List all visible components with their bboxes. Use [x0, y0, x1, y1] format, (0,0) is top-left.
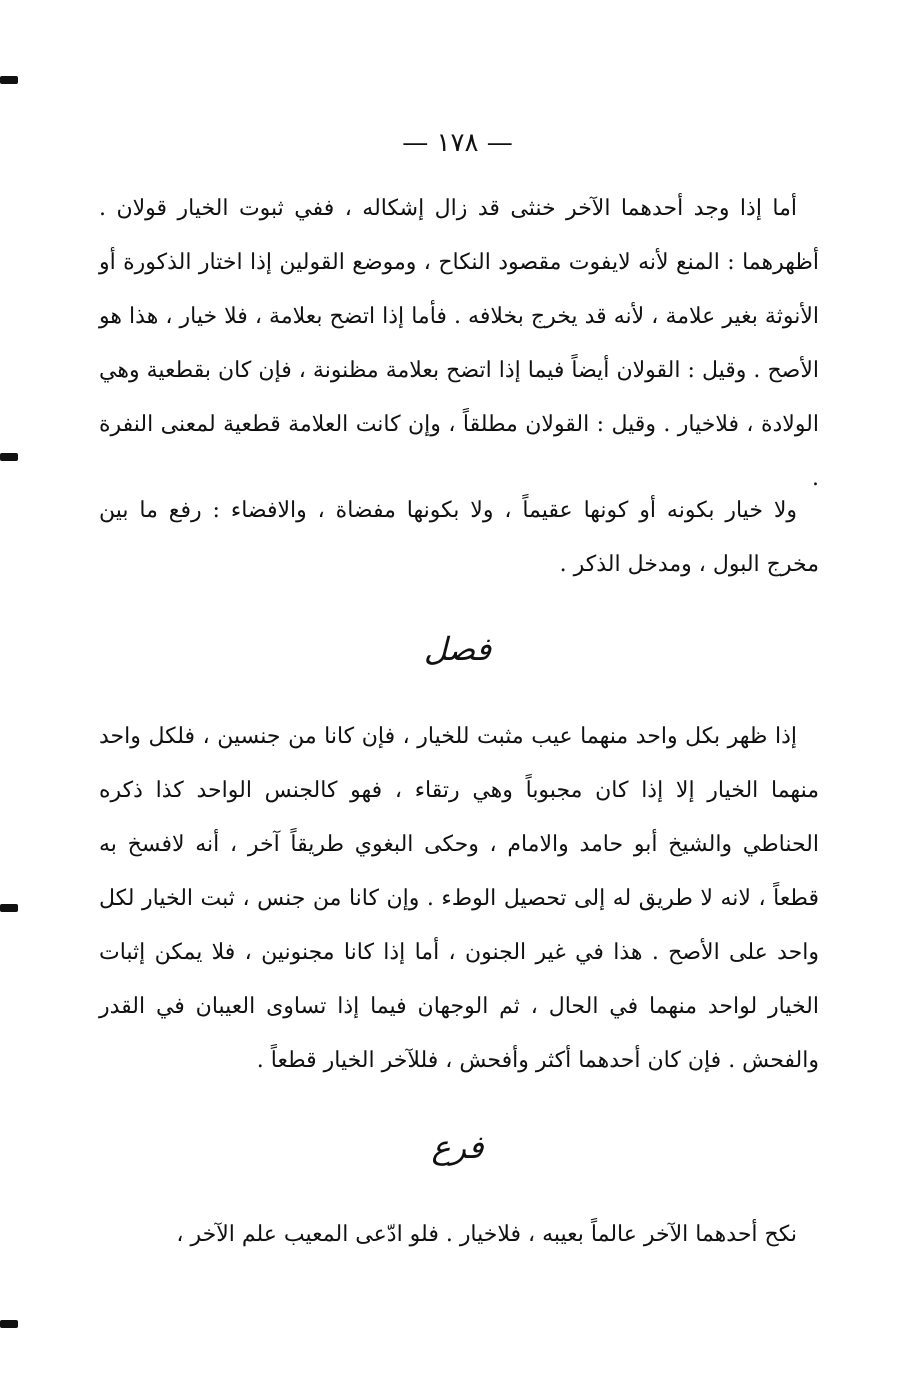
paragraph-text: إذا ظهر بكل واحد منهما عيب مثبت للخيار ، فإن كانا من جنسين ، فلكل واحد منهما الخيار إلا إذا كان مجبوباً وهي رتقاء ، فهو كالجنس الواحد كذا ذكره الحناطي والشيخ أبو حامد والامام ، وحكى البغوي طريقاً آخر ، أنه لافسخ به قطعاً ، لانه لا طريق له إلى تحصيل الوطء . وإن كانا من جنس ، ثبت الخيار لكل واحد على الأصح . هذا في غير الجنون ، أما إذا كانا مجنونين ، فلا يمكن إثبات الخيار لواحد منهما في الحال ، ثم الوجهان فيما إذا تساوى العيبان في القدر والفحش . فإن كان أحدهما أكثر وأفحش ، فللآخر الخيار قطعاً . — [99, 724, 819, 1073]
section-heading-far: فرع — [431, 1128, 484, 1166]
margin-mark — [0, 904, 18, 912]
paragraph-aqim — [99, 484, 819, 592]
paragraph-mutual-defects — [99, 710, 819, 1088]
paragraph-khuntha — [99, 182, 819, 506]
paragraph-text: نكح أحدهما الآخر عالماً بعيبه ، فلاخيار . فلو ادّعى المعيب علم الآخر ، — [176, 1222, 797, 1247]
paragraph-knowledge — [99, 1208, 819, 1262]
paragraph-text: ولا خيار بكونه أو كونها عقيماً ، ولا بكونها مفضاة ، والافضاء : رفع ما بين مخرج البول ، ومدخل الذكر . — [99, 498, 819, 577]
page-number: — ١٧٨ — — [402, 128, 513, 158]
margin-mark — [0, 453, 18, 461]
margin-mark — [0, 1320, 18, 1328]
section-heading-fasl: فصل — [423, 630, 492, 668]
margin-mark — [0, 76, 18, 84]
paragraph-text: أما إذا وجد أحدهما الآخر خنثى قد زال إشكاله ، ففي ثبوت الخيار قولان . أظهرهما : المنع لأنه لايفوت مقصود النكاح ، وموضع القولين إذا اختار الذكورة أو الأنوثة بغير علامة ، لأنه قد يخرج بخلافه . فأما إذا اتضح بعلامة ، فلا خيار ، هذا هو الأصح . وقيل : القولان أيضاً فيما إذا اتضح بعلامة مظنونة ، فإن كان بقطعية وهي الولادة ، فلاخيار . وقيل : القولان مطلقاً ، وإن كانت العلامة قطعية لمعنى النفرة . — [99, 196, 819, 491]
